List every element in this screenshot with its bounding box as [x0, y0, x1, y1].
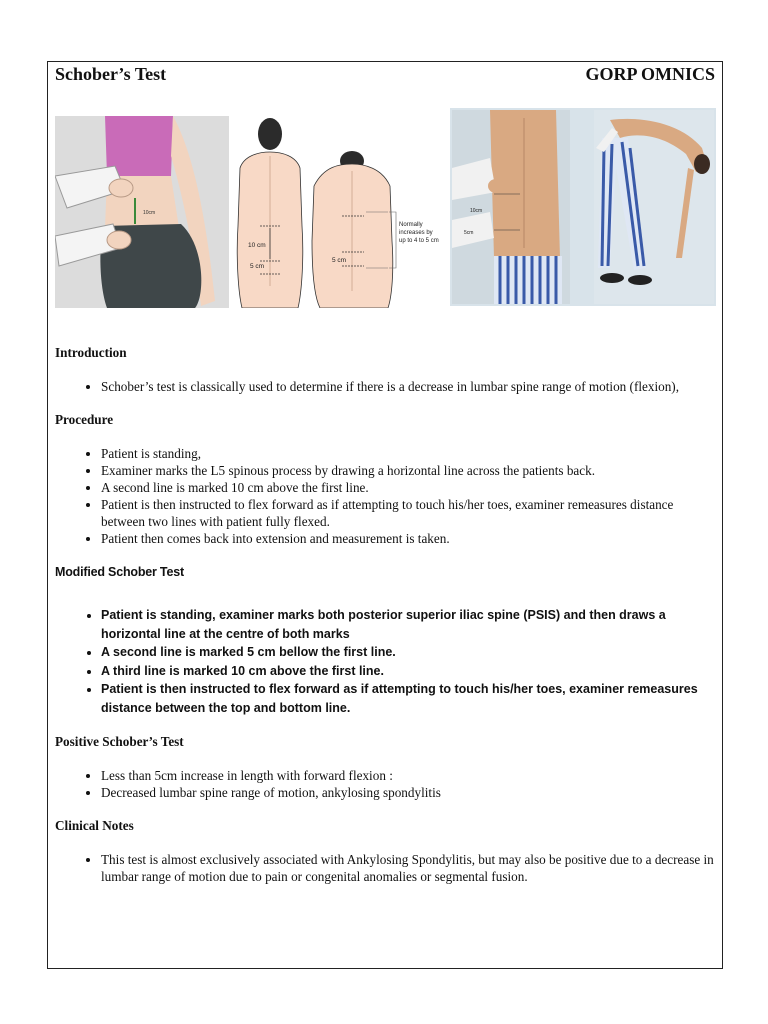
list-item: • Patient then comes back into extension and measurement is taken.: [101, 530, 715, 547]
list-item: • This test is almost exclusively associated with Ankylosing Spondylitis, but may also be positive due to a decrease in lumbar range of motion due to pain or congenital anomalies or segmental fusion.: [101, 851, 715, 885]
modified-section: [55, 565, 715, 717]
clinical-notes-list: [55, 851, 715, 885]
procedure-list: [55, 445, 715, 547]
illustration-examiner-marking: [55, 116, 229, 308]
svg-text:increases by: increases by: [399, 230, 433, 236]
document-frame: [47, 61, 723, 969]
list-item: • A second line is marked 10 cm above the first line.: [101, 479, 715, 496]
procedure-heading: Procedure: [55, 412, 114, 427]
positive-list: [55, 767, 715, 801]
list-item: • Schober’s test is classically used to determine if there is a decrease in lumbar spine range of motion (flexion),: [101, 378, 715, 395]
photo-label-10cm: 10cm: [470, 208, 483, 214]
list-item: • Patient is then instructed to flex forward as if attempting to touch his/her toes, examiner remeasures distance between the top and bottom line.: [101, 680, 715, 717]
list-item: • Patient is standing,: [101, 445, 715, 462]
list-item: • Patient is then instructed to flex forward as if attempting to touch his/her toes, examiner remeasures distance between two lines with patient fully flexed.: [101, 496, 715, 530]
introduction-heading: Introduction: [55, 345, 127, 360]
diagram-label-5cm: 5 cm: [250, 263, 265, 270]
list-item: • Examiner marks the L5 spinous process by drawing a horizontal line across the patients back.: [101, 462, 715, 479]
document-body: [55, 345, 715, 885]
positive-heading: Positive Schober’s Test: [55, 734, 184, 749]
list-item: • A second line is marked 5 cm bellow the first line.: [101, 643, 715, 662]
svg-text:10cm: 10cm: [143, 210, 156, 216]
modified-heading: Modified Schober Test: [55, 565, 184, 579]
diagram-label-5cm-b: 5 cm: [332, 257, 347, 264]
brand-name: GORP OMNICS: [585, 64, 715, 84]
list-item: • Patient is standing, examiner marks both posterior superior iliac spine (PSIS) and then draws a horizontal line at the centre of both marks: [101, 606, 715, 643]
introduction-list: [55, 378, 715, 395]
diagram-label-10cm: 10 cm: [248, 242, 266, 249]
svg-text:Normally: Normally: [399, 222, 423, 228]
diagram-back-measurement: [232, 116, 452, 308]
modified-list: [55, 606, 715, 717]
document-title: Schober’s Test: [55, 64, 167, 84]
list-item: • Less than 5cm increase in length with forward flexion :: [101, 767, 715, 784]
photo-label-5cm: 5cm: [464, 230, 474, 236]
photo-clinical-test: [450, 108, 716, 306]
list-item: • Decreased lumbar spine range of motion, ankylosing spondylitis: [101, 784, 715, 801]
clinical-notes-heading: Clinical Notes: [55, 818, 134, 833]
list-item: • A third line is marked 10 cm above the first line.: [101, 662, 715, 681]
svg-text:up to 4 to 5 cm: up to 4 to 5 cm: [399, 238, 439, 244]
